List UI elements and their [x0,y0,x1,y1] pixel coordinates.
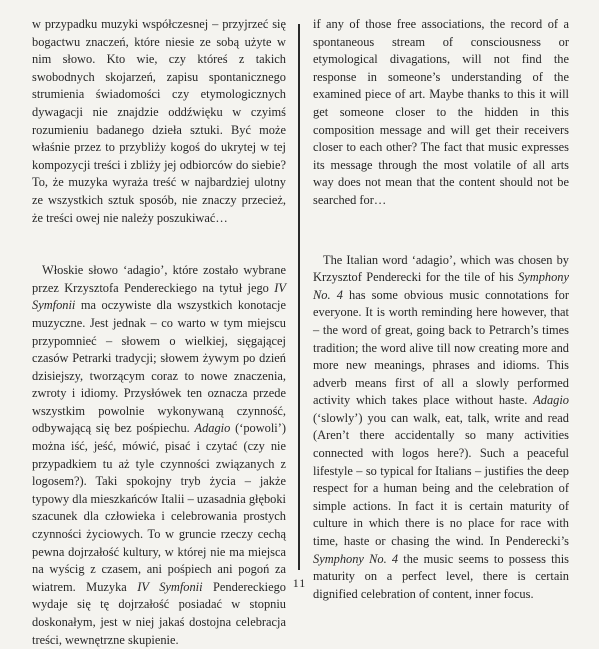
polish-text-column [32,16,286,649]
polish-paragraph-1: w przypadku muzyki współczesnej – przyjrzeć się bogactwu znaczeń, które niesie ze sobą użyte w nim słowo. Kto wie, czy któreś z takich swobodnych skojarzeń, zapisu spontanicznego strumienia świadomości czy etymologicznych dywagacji nie znajdzie oddźwięku w czyimś rozumieniu badanego dzieła sztuki. Być może właśnie przez to przybliży kogoś do ukrytej w tej kompozycji treści i zbliży jej odbiorców do siebie? To, że muzyka wyraża treść w najbardziej ulotny ze wszystkich sztuk sposób, nie znaczy przecież, że treści owej nie należy poszukiwać… [32,17,286,225]
english-p2-work-title-2: Symphony No. 4 [313,551,399,566]
column-divider [298,24,300,570]
english-p2-term: Adagio [533,393,569,408]
page-number: 11 [292,576,307,590]
polish-p2-text-2: ma oczywiste dla wszystkich konotacje muzyczne. Jest jednak – co warto w tym miejscu przypomnieć – słowem o wielkiej, sięgającej czasów Petrarki tradycji; słowem żywym po dzień dzisiejszy, tworzącym coraz to nowe znaczenia, zwroty i idiomy. Przysłówek ten oznacza przede wszystkim powolnie wykonywaną czynność, odbywającą się bez pośpiechu. [32,298,286,436]
english-p2-work-title-1: Symphony No. 4 [313,270,569,302]
english-paragraph-2 [313,252,569,604]
english-p2-text-1: The Italian word ‘adagio’, which was chosen by Krzysztof Penderecki for the tile of his [313,252,569,285]
polish-p2-text-3: (‘powoli’) można iść, jeść, mówić, pisać i czytać (czy nie przypadkiem tu aż tyle czynności związanych z logosem?). Taki spokojny tryb życia – jakże typowy dla mieszkańców Italii – uzasadnia głęboki szacunek dla człowieka i celebrowania prostych czynności życiowych. To w gruncie rzeczy cechą pewna dojrzałość kultury, w której nie ma miejsca na wyścig z czasem, ani pośpiech ani pogoń za wiatrem. Muzyka [32,421,286,594]
polish-p2-text-1: Włoskie słowo ‘adagio’, które zostało wybrane przez Krzysztofa Pendereckiego na tytuł jego [32,263,286,295]
english-text-column [313,16,569,603]
polish-p2-term: Adagio [194,421,231,436]
english-p2-text-2: has some obvious music connotations for everyone. It is worth reminding here however, that – the word of great, going back to Petrarch’s times tradition; the word alive till now creating more and more new meanings, phrases and idioms. This adverb means first of all a slowly performed activity which takes place without haste. [313,287,569,408]
english-p2-text-3: (‘slowly’) you can walk, eat, talk, write and read (Aren’t there accidentally so many activities connected with logos here?). Such a peaceful lifestyle – so typical for Italians – justifies the deep respect for a human being and the celebration of simple actions. In fact it is certain maturity of culture in which there is no place for race with time, haste or chasing the wind. In Penderecki’s [313,410,569,549]
polish-p2-work-title-1: IV Symfonii [32,280,286,313]
english-p2-text-4: the music seems to possess this maturity on a perfect level, there is certain dignified celebration of content, inner focus. [313,551,569,601]
english-paragraph-1: if any of those free associations, the record of a spontaneous stream of consciousness or etymological divagations, will not find the response in someone’s understanding of the examined piece of art. Maybe thanks to this it will get someone closer to the hidden in this composition message and will get their receivers closer to each other? The fact that music expresses its message through the most volatile of all arts way does not mean that the content should not be searched for… [313,17,569,207]
polish-p2-text-4: Pendereckiego wydaje się tę dojrzałość posiadać w stopniu doskonałym, jest w niej jakaś dostojna celebracja treści, wewnętrzne skupienie. [32,579,286,647]
polish-p2-work-title-2: IV Symfonii [137,579,203,594]
